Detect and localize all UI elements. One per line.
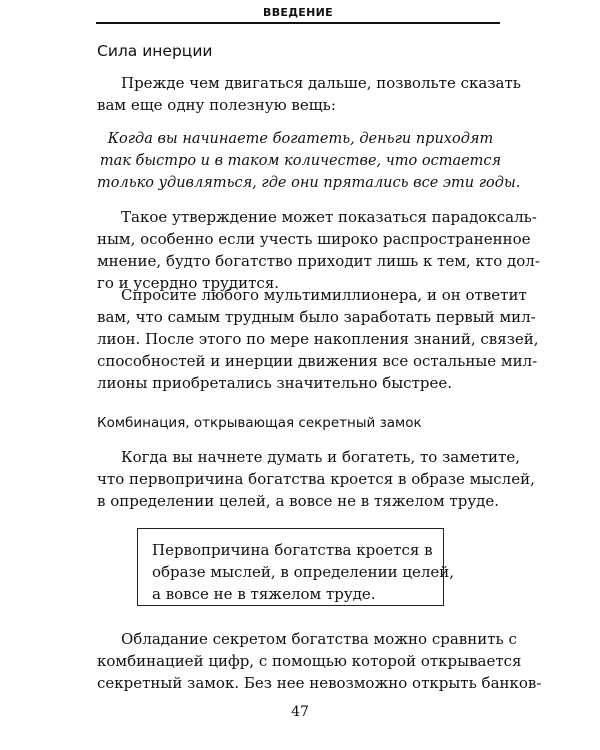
text-line: Когда вы начнете думать и богатеть, то заметите,: [121, 448, 520, 466]
section-heading-inertia: Сила инерции: [97, 42, 213, 60]
quote-line: так быстро и в таком количестве, что остается: [99, 153, 502, 169]
text-line: в определении целей, а вовсе не в тяжелом труде.: [97, 492, 500, 510]
callout-line: а вовсе не в тяжелом труде.: [152, 585, 376, 603]
text-line: Обладание секретом богатства можно сравнить с: [121, 630, 517, 648]
text-line: комбинацией цифр, с помощью которой открывается: [97, 652, 522, 670]
callout-line: образе мыслей, в определении целей,: [152, 563, 455, 581]
text-line: лион. После этого по мере накопления знаний, связей,: [97, 330, 539, 348]
text-line: секретный замок. Без нее невозможно открыть банков-: [97, 674, 542, 692]
section-heading-combination: Комбинация, открывающая секретный замок: [97, 415, 422, 431]
text-line: вам еще одну полезную вещь:: [97, 96, 336, 114]
text-line: что первопричина богатства кроется в образе мыслей,: [97, 470, 535, 488]
text-line: ным, особенно если учесть широко распространенное: [97, 230, 531, 248]
italic-quote: [97, 128, 521, 194]
thinking-paragraph: [97, 446, 535, 512]
page-number: 47: [291, 704, 309, 720]
text-line: вам, что самым трудным было заработать первый мил-: [97, 308, 536, 326]
running-header: ВВЕДЕНИЕ: [263, 6, 333, 19]
secret-paragraph: [97, 628, 542, 694]
callout-line: Первопричина богатства кроется в: [152, 541, 433, 559]
text-line: способностей и инерции движения все остальные мил-: [97, 352, 538, 370]
paradox-paragraph: [97, 206, 540, 294]
text-line: го и усердно трудится.: [97, 274, 280, 292]
quote-line: Когда вы начинаете богатеть, деньги приходят: [107, 131, 494, 147]
text-line: Спросите любого мультимиллионера, и он ответит: [121, 286, 527, 304]
callout-box: [137, 528, 455, 606]
header-rule: [96, 22, 500, 24]
text-line: мнение, будто богатство приходит лишь к тем, кто дол-: [97, 252, 540, 270]
quote-line: только удивляться, где они прятались все эти годы.: [97, 175, 521, 191]
text-line: Прежде чем двигаться дальше, позвольте сказать: [121, 74, 521, 92]
intro-paragraph: [97, 72, 521, 116]
text-line: лионы приобретались значительно быстрее.: [97, 374, 452, 392]
millionaire-paragraph: [97, 284, 539, 394]
text-line: Такое утверждение может показаться парадоксаль-: [121, 208, 537, 226]
